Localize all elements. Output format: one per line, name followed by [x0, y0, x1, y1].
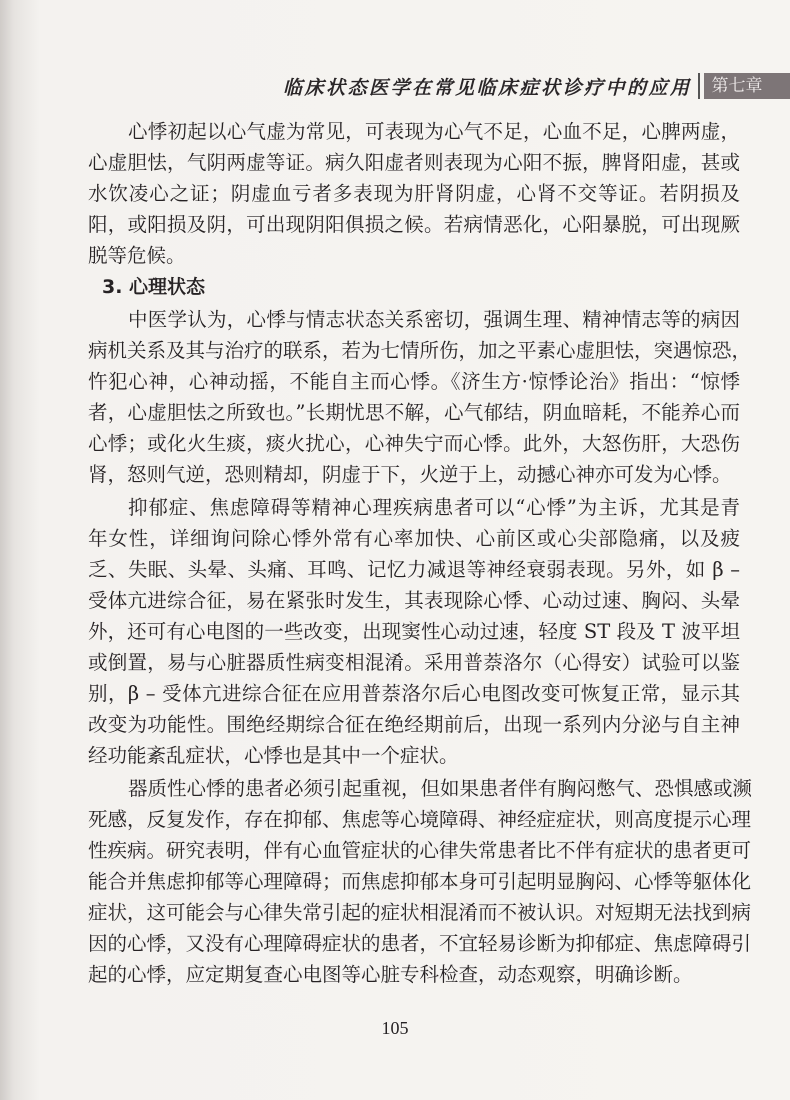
paragraph — [88, 304, 752, 490]
text-line: 病机关系及其与治疗的联系，若为七情所伤，加之平素心虚胆怯，突遇惊恐， — [88, 339, 752, 362]
text-line: 者，心虚胆怯之所致也。”长期忧思不解，心气郁结，阴血暗耗，不能养心而 — [88, 401, 740, 424]
page-body — [88, 116, 753, 992]
section-heading: 3. 心理状态 — [102, 276, 206, 298]
paragraph — [88, 116, 740, 271]
text-line: 能合并焦虑抑郁等心理障碍；而焦虑抑郁本身可引起明显胸闷、心悸等躯体化 — [88, 870, 752, 893]
text-line: 脱等危候。 — [88, 244, 186, 267]
paragraph — [88, 492, 740, 771]
text-line: 心悸初起以心气虚为常见，可表现为心气不足，心血不足，心脾两虚， — [128, 120, 740, 143]
text-line: 外，还可有心电图的一些改变，出现窦性心动过速，轻度 ST 段及 T 波平坦 — [88, 620, 740, 643]
text-line: 肾，怒则气逆，恐则精却，阴虚于下，火逆于上，动撼心神亦可发为心悸。 — [88, 463, 732, 486]
paragraph-gap — [88, 990, 740, 992]
text-line: 受体亢进综合征，易在紧张时发生，其表现除心悸、心动过速、胸闷、头晕 — [88, 589, 740, 612]
running-header — [283, 72, 790, 100]
text-line: 乏、失眠、头晕、头痛、耳鸣、记忆力减退等神经衰弱表现。另外，如 β – — [88, 558, 740, 581]
text-line: 器质性心悸的患者必须引起重视，但如果患者伴有胸闷憋气、恐惧感或濒 — [128, 777, 753, 800]
text-line: 或倒置，易与心脏器质性病变相混淆。采用普萘洛尔（心得安）试验可以鉴 — [88, 651, 740, 674]
text-line: 年女性，详细询问除心悸外常有心率加快、心前区或心尖部隐痛，以及疲 — [88, 527, 740, 550]
text-line: 起的心悸，应定期复查心电图等心脏专科检查，动态观察，明确诊断。 — [88, 963, 693, 986]
text-line: 阳，或阳损及阴，可出现阴阳俱损之候。若病情恶化，心阳暴脱，可出现厥 — [88, 213, 740, 236]
text-line: 抑郁症、焦虑障碍等精神心理疾病患者可以“心悸”为主诉，尤其是青 — [128, 496, 740, 519]
text-line: 改变为功能性。围绝经期综合征在绝经期前后，出现一系列内分泌与自主神 — [88, 713, 740, 736]
header-divider — [698, 73, 700, 99]
book-title: 临床状态医学在常见临床症状诊疗中的应用 — [283, 76, 692, 99]
text-line: 因的心悸，又没有心理障碍症状的患者，不宜轻易诊断为抑郁症、焦虑障碍引 — [88, 932, 752, 955]
chapter-label: 第七章 — [704, 73, 790, 99]
text-line: 死感，反复发作，存在抑郁、焦虑等心境障碍、神经症症状，则高度提示心理 — [88, 808, 752, 831]
text-line: 中医学认为，心悸与情志状态关系密切，强调生理、精神情志等的病因 — [128, 308, 740, 331]
text-line: 别，β – 受体亢进综合征在应用普萘洛尔后心电图改变可恢复正常，显示其 — [88, 682, 740, 705]
text-line: 心悸；或化火生痰，痰火扰心，心神失宁而心悸。此外，大怒伤肝，大恐伤 — [88, 432, 740, 455]
paragraph — [88, 773, 753, 990]
text-line: 忤犯心神，心神动摇，不能自主而心悸。《济生方·惊悸论治》指出：“惊悸 — [88, 370, 740, 393]
text-line: 水饮凌心之证；阴虚血亏者多表现为肝肾阴虚，心肾不交等证。若阴损及 — [88, 182, 740, 205]
page-number: 105 — [381, 1018, 409, 1038]
text-line: 心虚胆怯，气阴两虚等证。病久阳虚者则表现为心阳不振，脾肾阳虚，甚或 — [88, 151, 740, 174]
text-line: 症状，这可能会与心律失常引起的症状相混淆而不被认识。对短期无法找到病 — [88, 901, 752, 924]
text-line: 经功能紊乱症状，心悸也是其中一个症状。 — [88, 744, 459, 767]
text-line: 性疾病。研究表明，伴有心血管症状的心律失常患者比不伴有症状的患者更可 — [88, 839, 752, 862]
